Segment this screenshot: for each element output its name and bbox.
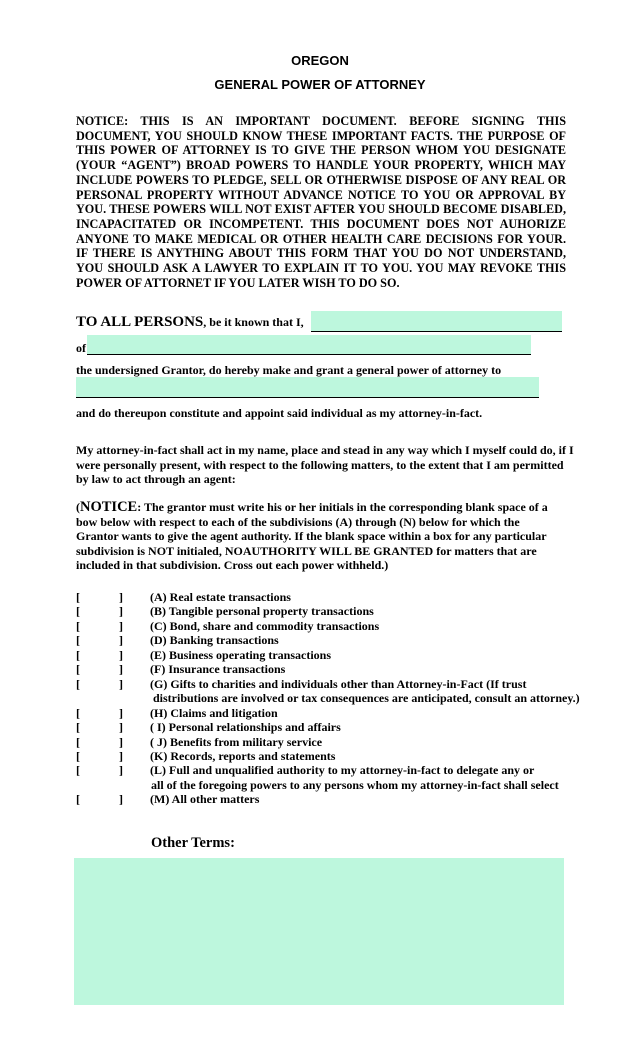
initials-box-open-bracket: [ [76, 792, 80, 807]
initials-box[interactable] [82, 662, 118, 676]
initials-box-open-bracket: [ [76, 763, 80, 778]
power-label-continuation: all of the foregoing powers to any persons whom my attorney-in-fact shall select [151, 777, 559, 792]
initials-box-open-bracket: [ [76, 720, 80, 735]
initials-box[interactable] [82, 749, 118, 763]
initials-box[interactable] [82, 590, 118, 604]
document-state: OREGON [291, 53, 349, 68]
power-label: (F) Insurance transactions [150, 662, 286, 677]
legal-notice: NOTICE: THIS IS AN IMPORTANT DOCUMENT. BEFORE SIGNING THIS DOCUMENT, YOU SHOULD KNOW THESE IMPORTANT FACTS. THE PURPOSE OF THIS POWER OF ATTORNEY IS TO GIVE THE PERSON WHOM YOU DESIGNATE (YOUR “AGENT”) BROAD POWERS TO HANDLE YOUR PROPERTY, WHICH MAY INCLUDE POWERS TO PLEDGE, SELL OR OTHERWISE DISPOSE OF ANY REAL OR PERSONAL PROPERTY WITHOUT ADVANCE NOTICE TO YOU OR APPROVAL BY YOU. THESE POWERS WILL NOT EXIST AFTER YOU SHOULD BECOME DISABLED, INCAPACITATED OR INCOMPETENT. THIS DOCUMENT DOES NOT AUHORIZE ANYONE TO MAKE MEDICAL OR OTHER HEALTH CARE DECISIONS FOR YOUR. IF THERE IS ANYTHING ABOUT THIS FORM THAT YOU DO NOT UNDERSTAND, YOU SHOULD ASK A LAWYER TO EXPLAIN IT TO YOU. YOU MAY REVOKE THIS POWER OF ATTORNET IF YOU LATER WISH TO DO SO. [76, 114, 566, 290]
power-label: (G) Gifts to charities and individuals other than Attorney-in-Fact (If trust [150, 676, 527, 691]
be-it-known-label: , be it known that I, [203, 315, 304, 329]
initials-box[interactable] [82, 677, 118, 691]
power-item [76, 619, 616, 634]
power-label: ( J) Benefits from military service [150, 734, 323, 749]
appoint-statement: and do thereupon constitute and appoint said individual as my attorney-in-fact. [76, 406, 483, 420]
initials-box-close-bracket: ] [119, 647, 123, 662]
initials-box-open-bracket: [ [76, 647, 80, 662]
act-paragraph: My attorney-in-fact shall act in my name, place and stead in any way which I myself could do, if I were personally present, with respect to the following matters, to the extent that I am permitted by law to act through an agent: [76, 443, 574, 486]
initials-box-open-bracket: [ [76, 618, 80, 633]
power-label: (B) Tangible personal property transactions [150, 604, 374, 619]
initials-box-close-bracket: ] [119, 604, 123, 619]
initials-box-open-bracket: [ [76, 734, 80, 749]
power-item [76, 735, 616, 750]
grantor-name-field[interactable] [311, 311, 562, 332]
power-label: (A) Real estate transactions [150, 590, 291, 604]
agent-name-field[interactable] [76, 377, 539, 398]
power-label: (L) Full and unqualified authority to my attorney-in-fact to delegate any or [150, 763, 535, 778]
power-label: (E) Business operating transactions [150, 647, 332, 662]
initials-box-close-bracket: ] [119, 662, 123, 677]
of-label: of [76, 341, 86, 355]
initials-box-close-bracket: ] [119, 633, 123, 648]
initials-notice: (NOTICE: The grantor must write his or her initials in the corresponding blank space of a bow below with respect to each of the subdivisions (A) through (N) below for which the Grantor wants to give the agent authority. If the blank space within a box for any particular subdivision is NOT initialed, NOAUTHORITY WILL BE GRANTED for matters that are included in that subdivision. Cross out each power withheld.) [76, 499, 548, 572]
initials-box-open-bracket: [ [76, 705, 80, 720]
initials-box-close-bracket: ] [119, 705, 123, 720]
initials-box[interactable] [82, 735, 118, 749]
initials-box-close-bracket: ] [119, 763, 123, 778]
initials-box-open-bracket: [ [76, 590, 80, 604]
document-title: GENERAL POWER OF ATTORNEY [214, 77, 426, 92]
power-label-continuation: distributions are involved or tax consequences are anticipated, consult an attorney.) [153, 691, 580, 706]
power-item [76, 763, 616, 778]
initials-box-close-bracket: ] [119, 676, 123, 691]
grant-statement: the undersigned Grantor, do hereby make and grant a general power of attorney to [76, 363, 502, 377]
power-item [76, 662, 616, 677]
power-item [76, 648, 616, 663]
initials-box[interactable] [82, 633, 118, 647]
initials-box[interactable] [82, 706, 118, 720]
notice-label: NOTICE [80, 499, 138, 515]
grantor-intro [76, 313, 304, 331]
power-label: ( I) Personal relationships and affairs [150, 720, 341, 735]
power-label: (D) Banking transactions [150, 633, 279, 648]
initials-box-close-bracket: ] [119, 748, 123, 763]
initials-box[interactable] [82, 648, 118, 662]
power-item [76, 633, 616, 648]
initials-box-open-bracket: [ [76, 604, 80, 619]
power-label: (H) Claims and litigation [150, 705, 278, 720]
power-label: (K) Records, reports and statements [150, 748, 336, 763]
initials-box-open-bracket: [ [76, 676, 80, 691]
other-terms-label: Other Terms: [151, 835, 235, 851]
power-label: (M) All other matters [150, 792, 260, 807]
power-item [76, 604, 616, 619]
initials-box-close-bracket: ] [119, 734, 123, 749]
initials-box[interactable] [82, 792, 118, 806]
initials-box[interactable] [82, 619, 118, 633]
initials-box-open-bracket: [ [76, 748, 80, 763]
to-all-persons-label: TO ALL PERSONS [76, 314, 204, 330]
power-item [76, 749, 616, 764]
power-item [76, 792, 616, 807]
initials-box[interactable] [82, 720, 118, 734]
initials-box[interactable] [82, 604, 118, 618]
initials-box-open-bracket: [ [76, 662, 80, 677]
power-item [76, 677, 616, 692]
initials-box-open-bracket: [ [76, 633, 80, 648]
initials-box-close-bracket: ] [119, 590, 123, 604]
initials-box-close-bracket: ] [119, 792, 123, 807]
grantor-address-field[interactable] [87, 335, 531, 355]
power-item [76, 706, 616, 721]
initials-box-close-bracket: ] [119, 720, 123, 735]
other-terms-field[interactable] [74, 858, 564, 1005]
power-item [76, 720, 616, 735]
initials-box-close-bracket: ] [119, 618, 123, 633]
power-item [76, 590, 616, 605]
power-label: (C) Bond, share and commodity transactions [150, 618, 380, 633]
initials-box[interactable] [82, 763, 118, 777]
